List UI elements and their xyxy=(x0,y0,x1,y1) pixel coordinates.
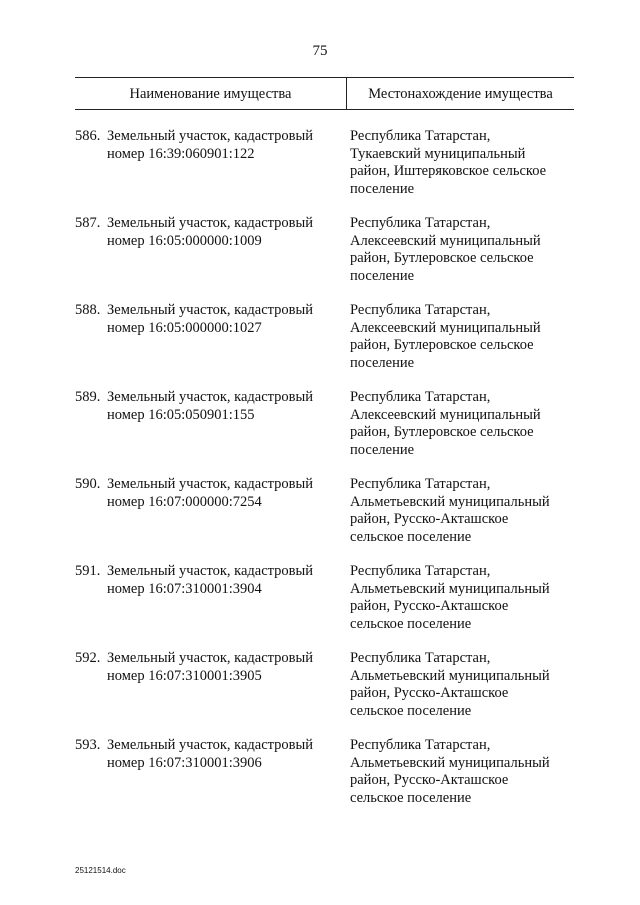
entry-number: 592. xyxy=(75,650,101,666)
entry-location-line: Альметьевский муниципальный xyxy=(350,754,550,771)
entry-name-line: Земельный участок, кадастровый xyxy=(107,650,314,666)
entry-location-line: район, Русско-Акташское xyxy=(350,685,509,701)
property-entry xyxy=(75,650,574,737)
entry-name-line: номер 16:39:060901:122 xyxy=(107,145,255,162)
entry-location-line: район, Русско-Акташское xyxy=(350,598,509,614)
entry-location xyxy=(350,737,574,807)
table-header xyxy=(75,77,574,111)
entry-number: 593. xyxy=(75,737,101,753)
entry-location xyxy=(350,563,574,633)
entry-location-line: сельское поселение xyxy=(350,528,472,545)
entry-name-line: Земельный участок, кадастровый xyxy=(107,476,314,492)
entry-location-line: район, Бутлеровское сельское xyxy=(350,424,534,440)
property-entry xyxy=(75,737,574,824)
entry-name-line: Земельный участок, кадастровый xyxy=(107,128,314,144)
entry-name xyxy=(107,476,347,511)
entry-location-line: поселение xyxy=(350,180,415,197)
entry-name-line: номер 16:05:050901:155 xyxy=(107,406,255,423)
entry-name-line: Земельный участок, кадастровый xyxy=(107,563,314,579)
entry-location-line: поселение xyxy=(350,354,415,371)
entry-number: 589. xyxy=(75,389,101,405)
entry-location-line: Республика Татарстан, xyxy=(350,215,491,231)
entry-location xyxy=(350,128,574,198)
entry-location-line: Тукаевский муниципальный xyxy=(350,145,526,162)
entry-name-line: номер 16:05:000000:1027 xyxy=(107,319,262,336)
entry-location-line: Алексеевский муниципальный xyxy=(350,319,541,336)
entry-location xyxy=(350,476,574,546)
entry-name-line: номер 16:05:000000:1009 xyxy=(107,232,262,249)
entry-location-line: Альметьевский муниципальный xyxy=(350,667,550,684)
entry-location-line: Республика Татарстан, xyxy=(350,128,491,144)
entry-name xyxy=(107,650,347,685)
entry-location-line: Республика Татарстан, xyxy=(350,650,491,666)
entry-location xyxy=(350,389,574,459)
entry-location-line: поселение xyxy=(350,267,415,284)
entry-name-line: номер 16:07:310001:3905 xyxy=(107,667,262,684)
property-entry xyxy=(75,215,574,302)
entry-name-line: номер 16:07:310001:3904 xyxy=(107,580,262,597)
entry-name-line: Земельный участок, кадастровый xyxy=(107,389,314,405)
page-number: 75 xyxy=(312,43,328,59)
entry-location-line: Республика Татарстан, xyxy=(350,476,491,492)
entry-location-line: Альметьевский муниципальный xyxy=(350,580,550,597)
entry-location xyxy=(350,215,574,285)
entry-location xyxy=(350,650,574,720)
entry-location-line: район, Бутлеровское сельское xyxy=(350,337,534,353)
entry-number: 588. xyxy=(75,302,101,318)
entry-location-line: Республика Татарстан, xyxy=(350,737,491,753)
entry-location-line: сельское поселение xyxy=(350,615,472,632)
entry-name-line: номер 16:07:310001:3906 xyxy=(107,754,262,771)
property-entry xyxy=(75,128,574,215)
entry-name xyxy=(107,302,347,337)
entry-name xyxy=(107,737,347,772)
entry-location-line: Республика Татарстан, xyxy=(350,302,491,318)
entry-number: 586. xyxy=(75,128,101,144)
entry-location-line: Альметьевский муниципальный xyxy=(350,493,550,510)
entry-location-line: сельское поселение xyxy=(350,789,472,806)
property-entry xyxy=(75,563,574,650)
entry-number: 591. xyxy=(75,563,101,579)
entry-name-line: номер 16:07:000000:7254 xyxy=(107,493,262,510)
entry-location-line: район, Русско-Акташское xyxy=(350,511,509,527)
column-header-name: Наименование имущества xyxy=(129,86,292,102)
entry-location-line: район, Русско-Акташское xyxy=(350,772,509,788)
header-bottom-rule xyxy=(75,109,574,110)
entry-location-line: Республика Татарстан, xyxy=(350,389,491,405)
entry-location-line: Алексеевский муниципальный xyxy=(350,406,541,423)
property-list xyxy=(75,128,574,824)
entry-number: 587. xyxy=(75,215,101,231)
column-header-location: Местонахождение имущества xyxy=(368,86,553,102)
entry-name xyxy=(107,563,347,598)
header-top-rule xyxy=(75,77,574,78)
property-entry xyxy=(75,302,574,389)
entry-name xyxy=(107,215,347,250)
document-id-footer: 25121514.doc xyxy=(75,866,126,875)
entry-name xyxy=(107,389,347,424)
entry-location-line: сельское поселение xyxy=(350,702,472,719)
property-entry xyxy=(75,476,574,563)
entry-location-line: Алексеевский муниципальный xyxy=(350,232,541,249)
entry-location-line: район, Иштеряковское сельское xyxy=(350,163,547,179)
entry-name-line: Земельный участок, кадастровый xyxy=(107,215,314,231)
entry-location-line: район, Бутлеровское сельское xyxy=(350,250,534,266)
entry-name-line: Земельный участок, кадастровый xyxy=(107,302,314,318)
entry-location-line: поселение xyxy=(350,441,415,458)
entry-location-line: Республика Татарстан, xyxy=(350,563,491,579)
entry-location xyxy=(350,302,574,372)
entry-name xyxy=(107,128,347,163)
entry-name-line: Земельный участок, кадастровый xyxy=(107,737,314,753)
property-entry xyxy=(75,389,574,476)
entry-number: 590. xyxy=(75,476,101,492)
